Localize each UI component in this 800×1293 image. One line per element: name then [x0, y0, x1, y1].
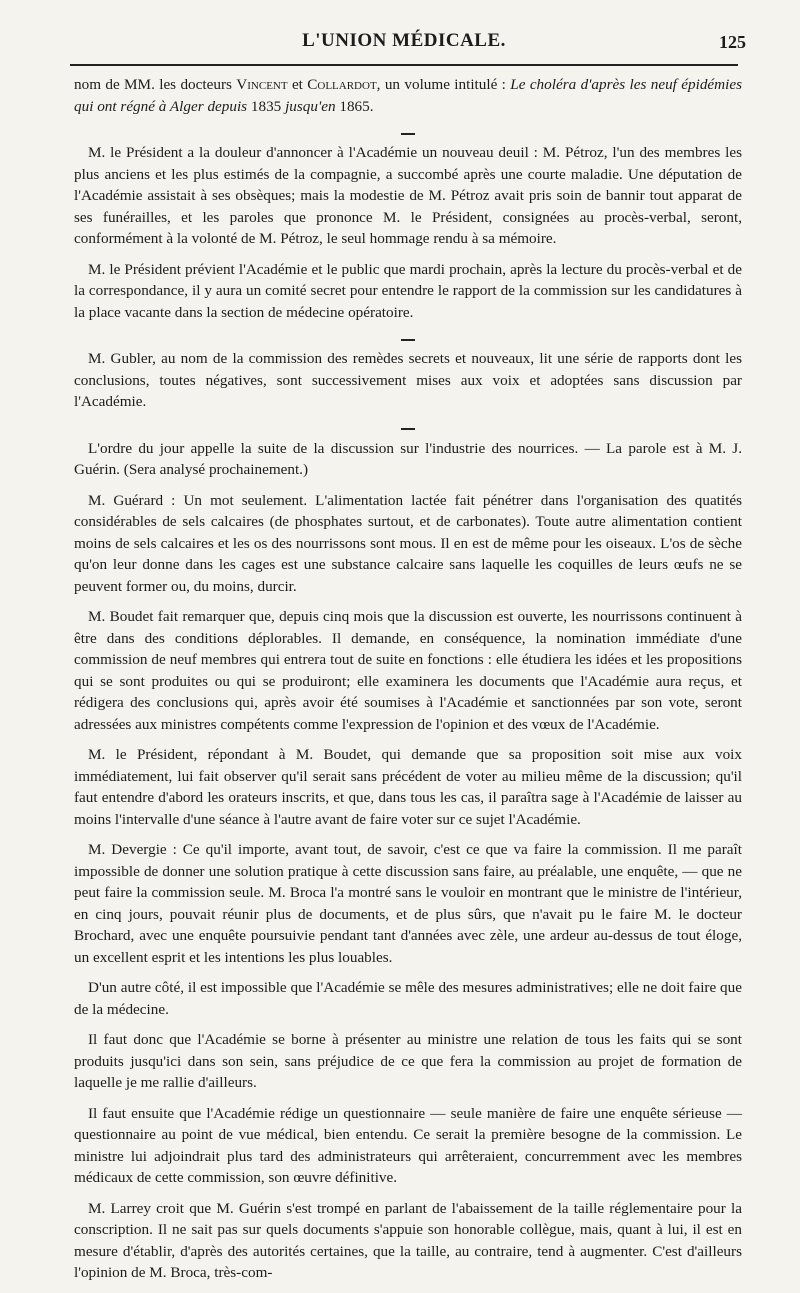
paragraph: M. le Président a la douleur d'annoncer à l'Académie un nouveau deuil : M. Pétroz, l'un des membres les plus anciens et les plus estimés de la compagnie, a succombé après une courte maladie. Une députation de l'Académie assistait à ses obsèques; mais la modestie de M. Pétroz avait pris soin de bannir tout apparat de ses funérailles, et les paroles que prononce M. le Président, consignées au procès-verbal, seront, conformément à la volonté de M. Pétroz, le seul hommage rendu à sa mémoire.	[74, 144, 742, 247]
paragraph: M. Devergie : Ce qu'il importe, avant tout, de savoir, c'est ce que va faire la commission. Il me paraît impossible de donner une solution pratique à cette discussion sans faire, au préalable, une enquête, — que ne peut faire la commission seule. M. Broca l'a montré sans le vouloir en montrant que le ministre de l'intérieur, en cinq jours, pouvait réunir plus de documents, et de plus sûrs, que n'avait pu le faire M. le docteur Brochard, avec une enquête poursuivie pendant tant d'années avec zèle, une ardeur au-dessus de tout éloge, un excellent esprit et les intentions les plus louables.	[74, 841, 742, 966]
paragraph: M. le Président, répondant à M. Boudet, qui demande que sa proposition soit mise aux voix immédiatement, lui fait observer qu'il serait sans précédent de voter au milieu même de la discussion; qu'il faut entendre d'abord les orateurs inscrits, et que, dans tous les cas, il paraîtra sage à l'Académie de laisser au moins l'intervalle d'une séance à l'autre avant de faire voter sur ce sujet l'Académie.	[74, 746, 742, 828]
page-number: 125	[719, 32, 746, 52]
paragraph: M. le Président prévient l'Académie et le public que mardi prochain, après la lecture du procès-verbal et de la correspondance, il y aura un comité secret pour entendre le rapport de la commission sur les candidatures à la place vacante dans la section de médecine opératoire.	[74, 260, 742, 321]
paragraph: M. Larrey croit que M. Guérin s'est trompé en parlant de l'abaissement de la taille réglementaire pour la conscription. Il ne sait pas sur quels documents s'appuie son honorable collègue, mais, quant à lui, il est en mesure d'établir, d'après des autorités certaines, que la taille, au contraire, tend à augmenter. C'est d'ailleurs l'opinion de M. Broca, très-com-	[74, 1199, 742, 1281]
paragraph: Il faut ensuite que l'Académie rédige un questionnaire — seule manière de faire une enquête sérieuse — questionnaire au point de vue médical, bien entendu. Ce serait la première besogne de la commission. Le ministre lui adjoindrait plus tard des administrateurs qui arrêteraient, concurremment avec les membres médicaux de cette commission, son œuvre définitive.	[74, 1104, 742, 1186]
separator	[74, 332, 742, 346]
article-body	[74, 74, 742, 1293]
paragraph: L'ordre du jour appelle la suite de la discussion sur l'industrie des nourrices. — La parole est à M. J. Guérin. (Sera analysé prochainement.)	[74, 439, 742, 478]
paragraph: M. Guérard : Un mot seulement. L'alimentation lactée fait pénétrer dans l'organisation des quatités considérables de sels calcaires (de phosphates surtout, et de carbonates). Toute autre alimentation contient moins de sels calcaires et les os des nourrissons sont mous. Il en est de même pour les oiseaux. L'os de sèche qu'on leur donne dans les cages est une substance calcaire sans laquelle les coquilles de leurs œufs ne se peuvent former ou, du moins, durcir.	[74, 491, 742, 595]
paragraph: D'un autre côté, il est impossible que l'Académie se mêle des mesures administratives; elle ne doit faire que de la médecine.	[74, 979, 742, 1018]
separator	[74, 422, 742, 436]
paragraph: Il faut donc que l'Académie se borne à présenter au ministre une relation de tous les faits qui se sont produits jusqu'ici dans son sein, sans préjudice de ce que fera la commission au projet de formation de laquelle je me rallie d'ailleurs.	[74, 1031, 742, 1091]
separator	[74, 126, 742, 140]
paragraph: M. Boudet fait remarquer que, depuis cinq mois que la discussion est ouverte, les nourrissons continuent à être dans des conditions déplorables. Il demande, en conséquence, la nomination immédiate d'une commission de neuf membres qui entrera tout de suite en fonctions : elle étudiera les idées et les propositions qui se sont produites ou qui se produiront; elle examinera les documents que l'Académie aura reçus, et rédigera des conclusions qui, après avoir été soumises à l'Académie et sanctionnées par son vote, seront adressées aux ministres compétents comme l'expression de l'opinion et des vœux de l'Académie.	[74, 608, 742, 733]
paragraph: M. Gubler, au nom de la commission des remèdes secrets et nouveaux, lit une série de rapports dont les conclusions, toutes négatives, sont successivement mises aux voix et adoptées sans discussion par l'Académie.	[74, 350, 742, 410]
paragraph: nom de MM. les docteurs Vincent et Collardot, un volume intitulé : Le choléra d'après les neuf épidémies qui ont régné à Alger depuis 1835 jusqu'en 1865.	[74, 76, 742, 115]
page-header	[70, 30, 746, 66]
journal-title: L'UNION MÉDICALE.	[302, 30, 506, 51]
